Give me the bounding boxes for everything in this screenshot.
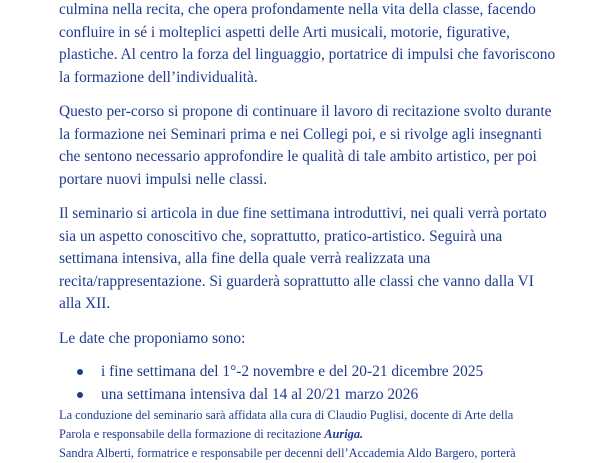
- text-line: Sandra Alberti, formatrice e responsabile per decenni dell’Accademia Aldo Bargero, porterà: [59, 446, 516, 460]
- text-line: sia un aspetto conoscitivo che, soprattutto, pratico-artistico. Seguirà una: [59, 227, 503, 245]
- emphasis-auriga: Auriga.: [324, 427, 364, 441]
- paragraph-recitation-intro: [59, 0, 579, 89]
- text-line: portare nuovi impulsi nelle classi.: [59, 170, 268, 188]
- text-line: confluire in sé i molteplici aspetti delle Arti musicali, motorie, figurative,: [59, 23, 510, 41]
- text-line: alla XII.: [59, 295, 111, 312]
- text-line: La conduzione del seminario sarà affidata alla cura di Claudio Puglisi, docente di Arte della: [59, 408, 514, 422]
- paragraph-seminar-structure: [59, 203, 579, 316]
- text-line: recita/rappresentazione. Si guarderà soprattutto alle classi che vanno dalla VI: [59, 272, 534, 290]
- list-item: [77, 384, 579, 407]
- paragraph-course-purpose: [59, 101, 579, 191]
- text-line: culmina nella recita, che opera profondamente nella vita della classe, facendo: [59, 1, 536, 18]
- text-line: Questo per-corso si propone di continuare il lavoro di recitazione svolto durante: [59, 103, 552, 120]
- bullet-icon: [77, 369, 83, 375]
- text-line: Le date che proponiamo sono:: [59, 329, 246, 347]
- text-line: la formazione nei Seminari prima e nei Collegi poi, e si rivolge agli insegnanti: [59, 125, 542, 143]
- list-item: [77, 361, 579, 384]
- text-line: che sentono necessario approfondire le qualità di tale ambito artistico, per poi: [59, 148, 537, 165]
- text-line: la formazione dell’individualità.: [59, 68, 258, 86]
- text-line: settimana intensiva, alla fine della quale verrà realizzata una: [59, 250, 431, 267]
- date-text: una settimana intensiva dal 14 al 20/21 marzo 2026: [101, 385, 419, 403]
- paragraph-dates-heading: [59, 328, 579, 351]
- paragraph-instructors: [59, 406, 579, 463]
- date-text: i fine settimana del 1°-2 novembre e del 20-21 dicembre 2025: [101, 363, 484, 380]
- text-line: [59, 425, 579, 444]
- document-body: [59, 0, 579, 463]
- bullet-icon: [77, 392, 83, 398]
- dates-list: [59, 361, 579, 406]
- text-fragment: Parola e responsabile della formazione di recitazione: [59, 427, 325, 441]
- text-line: Il seminario si articola in due fine settimana introduttivi, nei quali verrà portato: [59, 205, 547, 222]
- text-line: plastiche. Al centro la forza del linguaggio, portatrice di impulsi che favoriscono: [59, 46, 556, 63]
